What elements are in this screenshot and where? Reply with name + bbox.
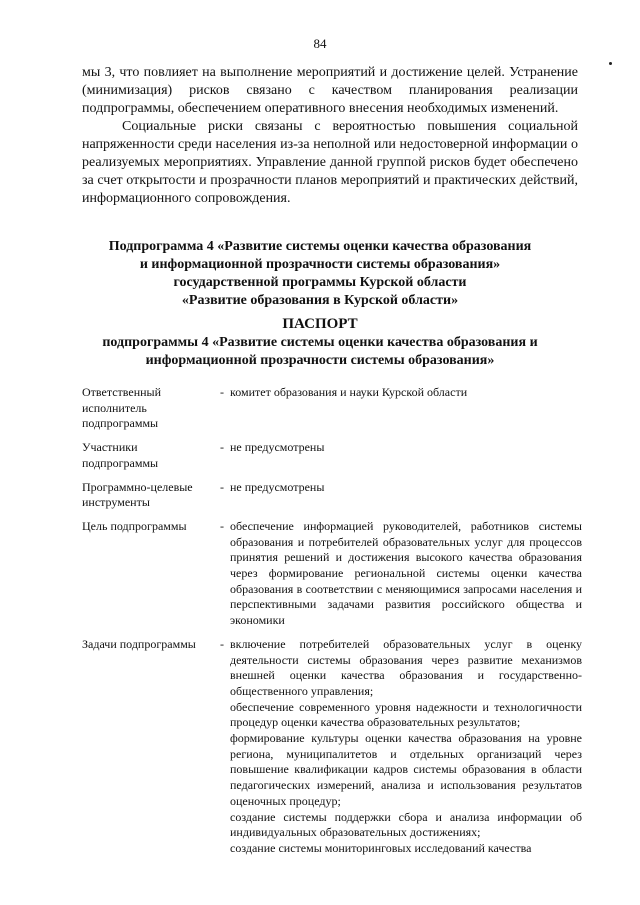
task-item: формирование культуры оценки качества образования на уровне региона, муниципалитетов и отдельных организаций через повышение квалификации кадров системы образования в области педагогических измерений, анализа и использования результатов оценочных процедур; bbox=[230, 731, 582, 808]
subprogram-title-line-2: и информационной прозрачности системы образования» bbox=[139, 257, 501, 272]
passport-heading: ПАСПОРТ bbox=[282, 316, 358, 332]
passport-row-instruments bbox=[82, 480, 582, 511]
row-value: не предусмотрены bbox=[230, 479, 325, 494]
row-value: обеспечение информацией руководителей, работников системы образования и потребителей образовательных услуг для процессов принятия решений и достижения высокого качества образования через формирование региональной системы оценки качества образования в соответствии с меняющимися запросами населения и перспективными задачами развития российского общества и экономики bbox=[230, 518, 582, 628]
passport-subtitle-line-1: подпрограммы 4 «Развитие системы оценки качества образования и bbox=[102, 335, 538, 350]
subprogram-title-line-1: Подпрограмма 4 «Развитие системы оценки качества образования bbox=[108, 239, 532, 254]
scan-mark bbox=[609, 62, 612, 65]
row-label: Ответственный исполнитель подпрограммы bbox=[82, 385, 162, 431]
row-label: Программно-целевые инструменты bbox=[82, 479, 193, 510]
task-item: создание системы мониторинговых исследований качества bbox=[230, 840, 532, 855]
row-value: не предусмотрены bbox=[230, 440, 325, 455]
task-item: обеспечение современного уровня надежности и технологичности процедур оценки качества образовательных результатов; bbox=[230, 699, 582, 730]
subprogram-title bbox=[60, 238, 580, 310]
passport-row-responsible bbox=[82, 385, 582, 432]
page-number: 84 bbox=[313, 36, 327, 51]
row-label: Участники подпрограммы bbox=[82, 440, 159, 470]
intro-text bbox=[82, 64, 578, 208]
row-dash: - bbox=[220, 440, 224, 455]
passport-row-tasks bbox=[82, 637, 582, 857]
passport-row-participants bbox=[82, 440, 582, 471]
row-dash: - bbox=[220, 479, 224, 494]
row-value: комитет образования и науки Курской области bbox=[230, 385, 468, 399]
passport-row-goal bbox=[82, 519, 582, 629]
subprogram-title-line-3: государственной программы Курской области bbox=[173, 275, 467, 290]
subprogram-title-line-4: «Развитие образования в Курской области» bbox=[181, 293, 459, 308]
passport-subtitle bbox=[60, 334, 580, 370]
row-label: Задачи подпрограммы bbox=[82, 636, 196, 651]
row-dash: - bbox=[220, 385, 224, 399]
row-value-list bbox=[230, 637, 582, 857]
intro-paragraph-1: мы 3, что повлияет на выполнение мероприятий и достижение целей. Устранение (минимизация) рисков связано с качеством планирования реализации подпрограммы, обеспечением оперативного внесения необходимых изменений. bbox=[82, 65, 578, 116]
passport-table bbox=[82, 385, 582, 865]
row-dash: - bbox=[220, 518, 224, 533]
task-item: создание системы поддержки сбора и анализа информации об индивидуальных образовательных достижениях; bbox=[230, 809, 582, 840]
row-dash: - bbox=[220, 636, 224, 651]
task-item: включение потребителей образовательных услуг в оценку деятельности системы образования через развитие механизмов внешней оценки качества образования и государственно-общественного управления; bbox=[230, 636, 582, 698]
intro-paragraph-2: Социальные риски связаны с вероятностью повышения социальной напряженности среди населения из-за неполной или недостоверной информации о реализуемых мероприятиях. Управление данной группой рисков будет обеспечено за счет открытости и прозрачности планов мероприятий и практических действий, информационного сопровождения. bbox=[82, 119, 578, 206]
passport-subtitle-line-2: информационной прозрачности системы образования» bbox=[145, 353, 495, 368]
row-label: Цель подпрограммы bbox=[82, 518, 187, 533]
